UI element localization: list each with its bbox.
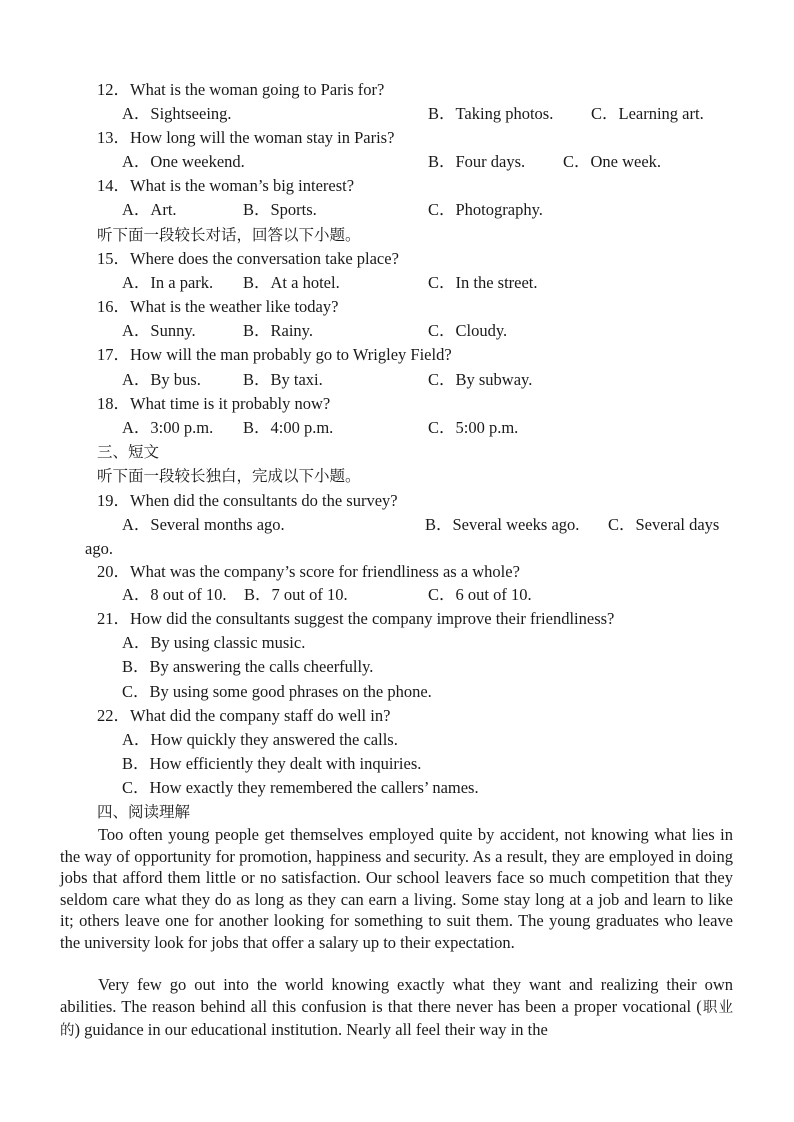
q18-option-c: C．5:00 p.m. [428, 418, 519, 437]
q22-option-c: C．How exactly they remembered the callers’ names. [122, 778, 479, 797]
q19-option-c-continued: ago. [85, 539, 113, 558]
q21-option-b: B．By answering the calls cheerfully. [122, 657, 374, 676]
question-14: 14．What is the woman’s big interest? [97, 176, 355, 195]
q16-option-a: A．Sunny. [122, 321, 196, 340]
q21-option-a: A．By using classic music. [122, 633, 306, 652]
q12-option-a: A．Sightseeing. [122, 104, 232, 123]
q13-option-c: C．One week. [563, 152, 662, 171]
q13-option-a: A．One weekend. [122, 152, 245, 171]
paragraph-2-text-after: ) guidance in our educational institution. Nearly all feel their way in the [74, 1020, 548, 1039]
q18-option-b: B．4:00 p.m. [243, 418, 334, 437]
instruction-monologue: 听下面一段较长独白，完成以下小题。 [97, 467, 361, 485]
q15-option-c: C．In the street. [428, 273, 538, 292]
question-13: 13．How long will the woman stay in Paris? [97, 128, 395, 147]
q14-option-b: B．Sports. [243, 200, 317, 219]
paragraph-2-text-before: Very few go out into the world knowing exactly what they want and realizing their own abilities. The reason behind all this confusion is that there never has been a proper vocational ( [60, 975, 733, 1016]
q18-option-a: A．3:00 p.m. [122, 418, 214, 437]
question-17: 17．How will the man probably go to Wrigley Field? [97, 345, 452, 364]
question-19: 19．When did the consultants do the survey? [97, 491, 398, 510]
q20-option-a: A．8 out of 10. [122, 585, 227, 604]
q20-option-b: B．7 out of 10. [244, 585, 348, 604]
q17-option-c: C．By subway. [428, 370, 533, 389]
q12-option-c: C．Learning art. [591, 104, 704, 123]
question-12: 12．What is the woman going to Paris for? [97, 80, 385, 99]
question-18: 18．What time is it probably now? [97, 394, 331, 413]
question-20: 20．What was the company’s score for friendliness as a whole? [97, 562, 520, 581]
question-16: 16．What is the weather like today? [97, 297, 339, 316]
q19-option-a: A．Several months ago. [122, 515, 285, 534]
question-22: 22．What did the company staff do well in? [97, 706, 391, 725]
instruction-dialogue: 听下面一段较长对话，回答以下小题。 [97, 226, 361, 244]
q13-option-b: B．Four days. [428, 152, 526, 171]
reading-paragraph-1: Too often young people get themselves employed quite by accident, not knowing what lies in the way of opportunity for promotion, happiness and security. As a result, they are employed in doing jobs that afford them little or no satisfaction. Our school leavers face so much competition that they seldom care what they do as long as they can earn a living. Some stay long at a job and learn to like it; others leave one for another looking for something to suit them. The young graduates who leave the university look for jobs that offer a salary up to their expectation. [60, 825, 733, 952]
q19-option-c: C．Several days [608, 515, 720, 534]
reading-paragraph-2 [60, 974, 733, 1043]
q14-option-c: C．Photography. [428, 200, 543, 219]
question-21: 21．How did the consultants suggest the company improve their friendliness? [97, 609, 615, 628]
q15-option-a: A．In a park. [122, 273, 214, 292]
q17-option-b: B．By taxi. [243, 370, 323, 389]
q16-option-b: B．Rainy. [243, 321, 313, 340]
q17-option-a: A．By bus. [122, 370, 201, 389]
q14-option-a: A．Art. [122, 200, 177, 219]
q12-option-b: B．Taking photos. [428, 104, 554, 123]
q16-option-c: C．Cloudy. [428, 321, 508, 340]
section-heading-4: 四、阅读理解 [97, 803, 191, 821]
section-heading-3: 三、短文 [97, 443, 160, 461]
q20-option-c: C．6 out of 10. [428, 585, 532, 604]
paragraph-2-chinese-gloss: 职业的 [60, 999, 733, 1039]
q22-option-b: B．How efficiently they dealt with inquiries. [122, 754, 422, 773]
q15-option-b: B．At a hotel. [243, 273, 340, 292]
q22-option-a: A．How quickly they answered the calls. [122, 730, 398, 749]
q19-option-b: B．Several weeks ago. [425, 515, 580, 534]
q21-option-c: C．By using some good phrases on the phone. [122, 682, 432, 701]
question-15: 15．Where does the conversation take place? [97, 249, 399, 268]
